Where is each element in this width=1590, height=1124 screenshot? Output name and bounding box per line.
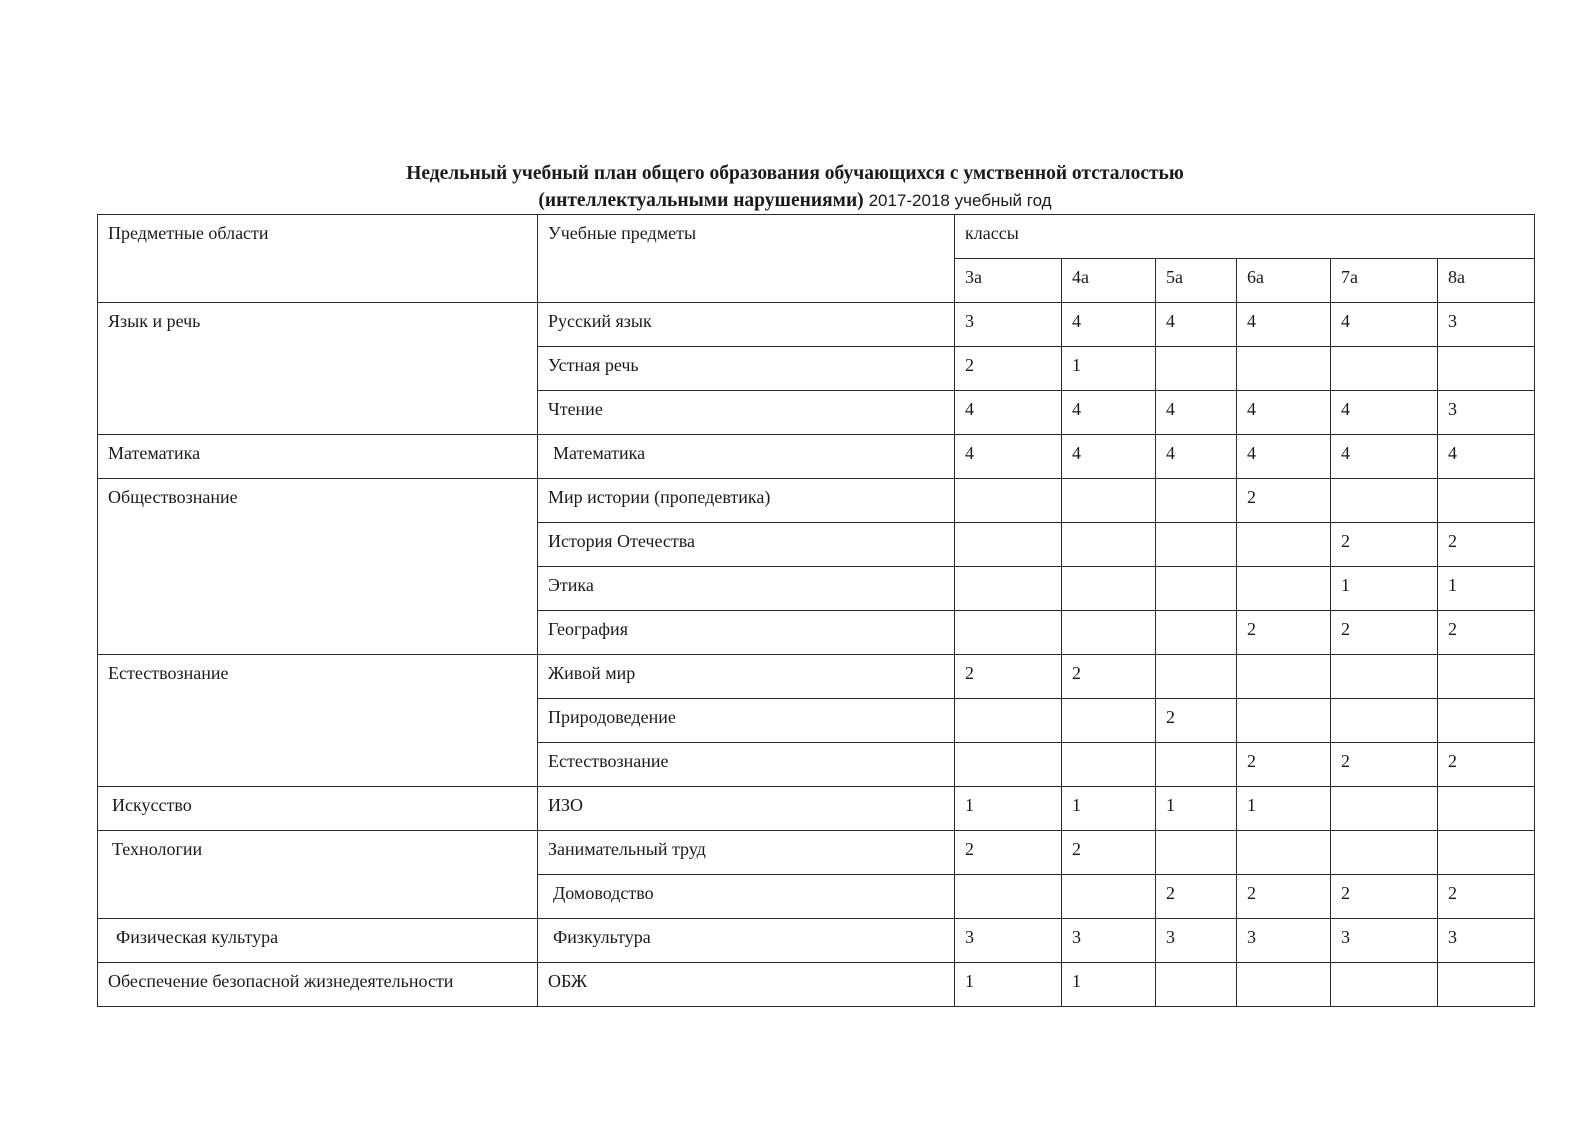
hours-cell: [1156, 611, 1237, 655]
hours-cell: [1438, 787, 1535, 831]
table-row: [98, 479, 1535, 523]
header-areas: Предметные области: [98, 215, 538, 303]
hours-cell: 3: [1237, 919, 1331, 963]
hours-cell: [955, 479, 1062, 523]
class-label: 7а: [1331, 259, 1438, 303]
header-row: [98, 215, 1535, 259]
hours-cell: [1156, 831, 1237, 875]
subject-cell: Живой мир: [538, 655, 955, 699]
document-subtitle: [0, 187, 1590, 214]
hours-cell: 3: [1438, 303, 1535, 347]
hours-cell: [955, 875, 1062, 919]
area-cell: Математика: [98, 435, 538, 479]
hours-cell: 4: [1331, 391, 1438, 435]
hours-cell: 3: [1438, 391, 1535, 435]
hours-cell: [1331, 963, 1438, 1007]
subject-cell: География: [538, 611, 955, 655]
hours-cell: 3: [1062, 919, 1156, 963]
subject-cell: Занимательный труд: [538, 831, 955, 875]
hours-cell: [1438, 655, 1535, 699]
hours-cell: 1: [1062, 347, 1156, 391]
hours-cell: 4: [1062, 391, 1156, 435]
hours-cell: 2: [1062, 655, 1156, 699]
area-cell: Технологии: [98, 831, 538, 919]
hours-cell: [1062, 875, 1156, 919]
hours-cell: [1438, 479, 1535, 523]
hours-cell: 4: [1438, 435, 1535, 479]
table-row: [98, 303, 1535, 347]
hours-cell: 2: [1331, 611, 1438, 655]
table-row: [98, 963, 1535, 1007]
hours-cell: 1: [955, 787, 1062, 831]
hours-cell: [1156, 479, 1237, 523]
hours-cell: 2: [955, 655, 1062, 699]
academic-year: 2017-2018 учебный год: [868, 191, 1052, 210]
subject-cell: Мир истории (пропедевтика): [538, 479, 955, 523]
hours-cell: [1331, 479, 1438, 523]
hours-cell: [1062, 523, 1156, 567]
hours-cell: 4: [1156, 435, 1237, 479]
subject-cell: Математика: [538, 435, 955, 479]
hours-cell: 2: [955, 831, 1062, 875]
class-label: 3а: [955, 259, 1062, 303]
hours-cell: [955, 523, 1062, 567]
subject-cell: ОБЖ: [538, 963, 955, 1007]
subject-cell: Природоведение: [538, 699, 955, 743]
hours-cell: 2: [1156, 699, 1237, 743]
hours-cell: [1331, 655, 1438, 699]
table-body: [98, 215, 1535, 1007]
hours-cell: 4: [1237, 391, 1331, 435]
hours-cell: [1062, 479, 1156, 523]
hours-cell: 2: [1237, 479, 1331, 523]
hours-cell: [1062, 567, 1156, 611]
subject-cell: Русский язык: [538, 303, 955, 347]
hours-cell: [1438, 347, 1535, 391]
subject-cell: Естествознание: [538, 743, 955, 787]
area-cell: Естествознание: [98, 655, 538, 787]
hours-cell: [1156, 963, 1237, 1007]
area-cell: Физическая культура: [98, 919, 538, 963]
hours-cell: 1: [1156, 787, 1237, 831]
hours-cell: [1062, 611, 1156, 655]
hours-cell: [1331, 347, 1438, 391]
hours-cell: 2: [1237, 743, 1331, 787]
hours-cell: 4: [1237, 303, 1331, 347]
hours-cell: 2: [1156, 875, 1237, 919]
subject-cell: История Отечества: [538, 523, 955, 567]
hours-cell: 2: [1331, 743, 1438, 787]
hours-cell: [1156, 567, 1237, 611]
hours-cell: 1: [1438, 567, 1535, 611]
hours-cell: 3: [955, 303, 1062, 347]
subject-cell: Устная речь: [538, 347, 955, 391]
hours-cell: 4: [955, 391, 1062, 435]
class-label: 4а: [1062, 259, 1156, 303]
hours-cell: [1237, 963, 1331, 1007]
hours-cell: 3: [955, 919, 1062, 963]
hours-cell: 4: [1062, 303, 1156, 347]
hours-cell: 4: [1331, 435, 1438, 479]
hours-cell: [1438, 963, 1535, 1007]
hours-cell: 1: [1237, 787, 1331, 831]
hours-cell: [1331, 787, 1438, 831]
hours-cell: 3: [1438, 919, 1535, 963]
subject-cell: Домоводство: [538, 875, 955, 919]
hours-cell: [1237, 347, 1331, 391]
hours-cell: [1237, 831, 1331, 875]
hours-cell: 2: [1331, 523, 1438, 567]
subject-cell: Физкультура: [538, 919, 955, 963]
hours-cell: 1: [1062, 963, 1156, 1007]
hours-cell: 2: [1438, 875, 1535, 919]
area-cell: Обществознание: [98, 479, 538, 655]
hours-cell: [1331, 831, 1438, 875]
hours-cell: 3: [1156, 919, 1237, 963]
hours-cell: [1156, 655, 1237, 699]
hours-cell: [1237, 699, 1331, 743]
hours-cell: 2: [955, 347, 1062, 391]
hours-cell: 1: [1062, 787, 1156, 831]
class-label: 8а: [1438, 259, 1535, 303]
hours-cell: [1156, 743, 1237, 787]
hours-cell: [955, 699, 1062, 743]
curriculum-table: [97, 214, 1535, 1007]
table-row: [98, 435, 1535, 479]
hours-cell: 4: [1156, 303, 1237, 347]
hours-cell: [955, 567, 1062, 611]
hours-cell: [1237, 655, 1331, 699]
hours-cell: 2: [1438, 611, 1535, 655]
hours-cell: 2: [1438, 743, 1535, 787]
hours-cell: [1062, 699, 1156, 743]
hours-cell: 2: [1438, 523, 1535, 567]
document-title: Недельный учебный план общего образования обучающихся с умственной отсталостью: [406, 163, 1184, 184]
hours-cell: [1237, 567, 1331, 611]
hours-cell: 2: [1237, 611, 1331, 655]
class-label: 5а: [1156, 259, 1237, 303]
class-label: 6а: [1237, 259, 1331, 303]
hours-cell: [1438, 831, 1535, 875]
hours-cell: [1062, 743, 1156, 787]
area-cell: Язык и речь: [98, 303, 538, 435]
hours-cell: 4: [1237, 435, 1331, 479]
hours-cell: 2: [1331, 875, 1438, 919]
subject-cell: Чтение: [538, 391, 955, 435]
hours-cell: [1438, 699, 1535, 743]
header-classes: классы: [955, 215, 1535, 259]
hours-cell: 2: [1062, 831, 1156, 875]
hours-cell: 1: [955, 963, 1062, 1007]
area-cell: Искусство: [98, 787, 538, 831]
hours-cell: [955, 611, 1062, 655]
hours-cell: 4: [955, 435, 1062, 479]
hours-cell: 1: [1331, 567, 1438, 611]
hours-cell: [1331, 699, 1438, 743]
table-row: [98, 831, 1535, 875]
subtitle-bold: (интеллектуальными нарушениями): [538, 190, 864, 211]
subject-cell: Этика: [538, 567, 955, 611]
hours-cell: 2: [1237, 875, 1331, 919]
hours-cell: [1156, 523, 1237, 567]
table-row: [98, 655, 1535, 699]
hours-cell: 4: [1062, 435, 1156, 479]
hours-cell: [1156, 347, 1237, 391]
area-cell: Обеспечение безопасной жизнедеятельности: [98, 963, 538, 1007]
table-row: [98, 919, 1535, 963]
header-subjects: Учебные предметы: [538, 215, 955, 303]
hours-cell: 3: [1331, 919, 1438, 963]
hours-cell: 4: [1156, 391, 1237, 435]
hours-cell: [955, 743, 1062, 787]
hours-cell: [1237, 523, 1331, 567]
subject-cell: ИЗО: [538, 787, 955, 831]
table-row: [98, 787, 1535, 831]
hours-cell: 4: [1331, 303, 1438, 347]
